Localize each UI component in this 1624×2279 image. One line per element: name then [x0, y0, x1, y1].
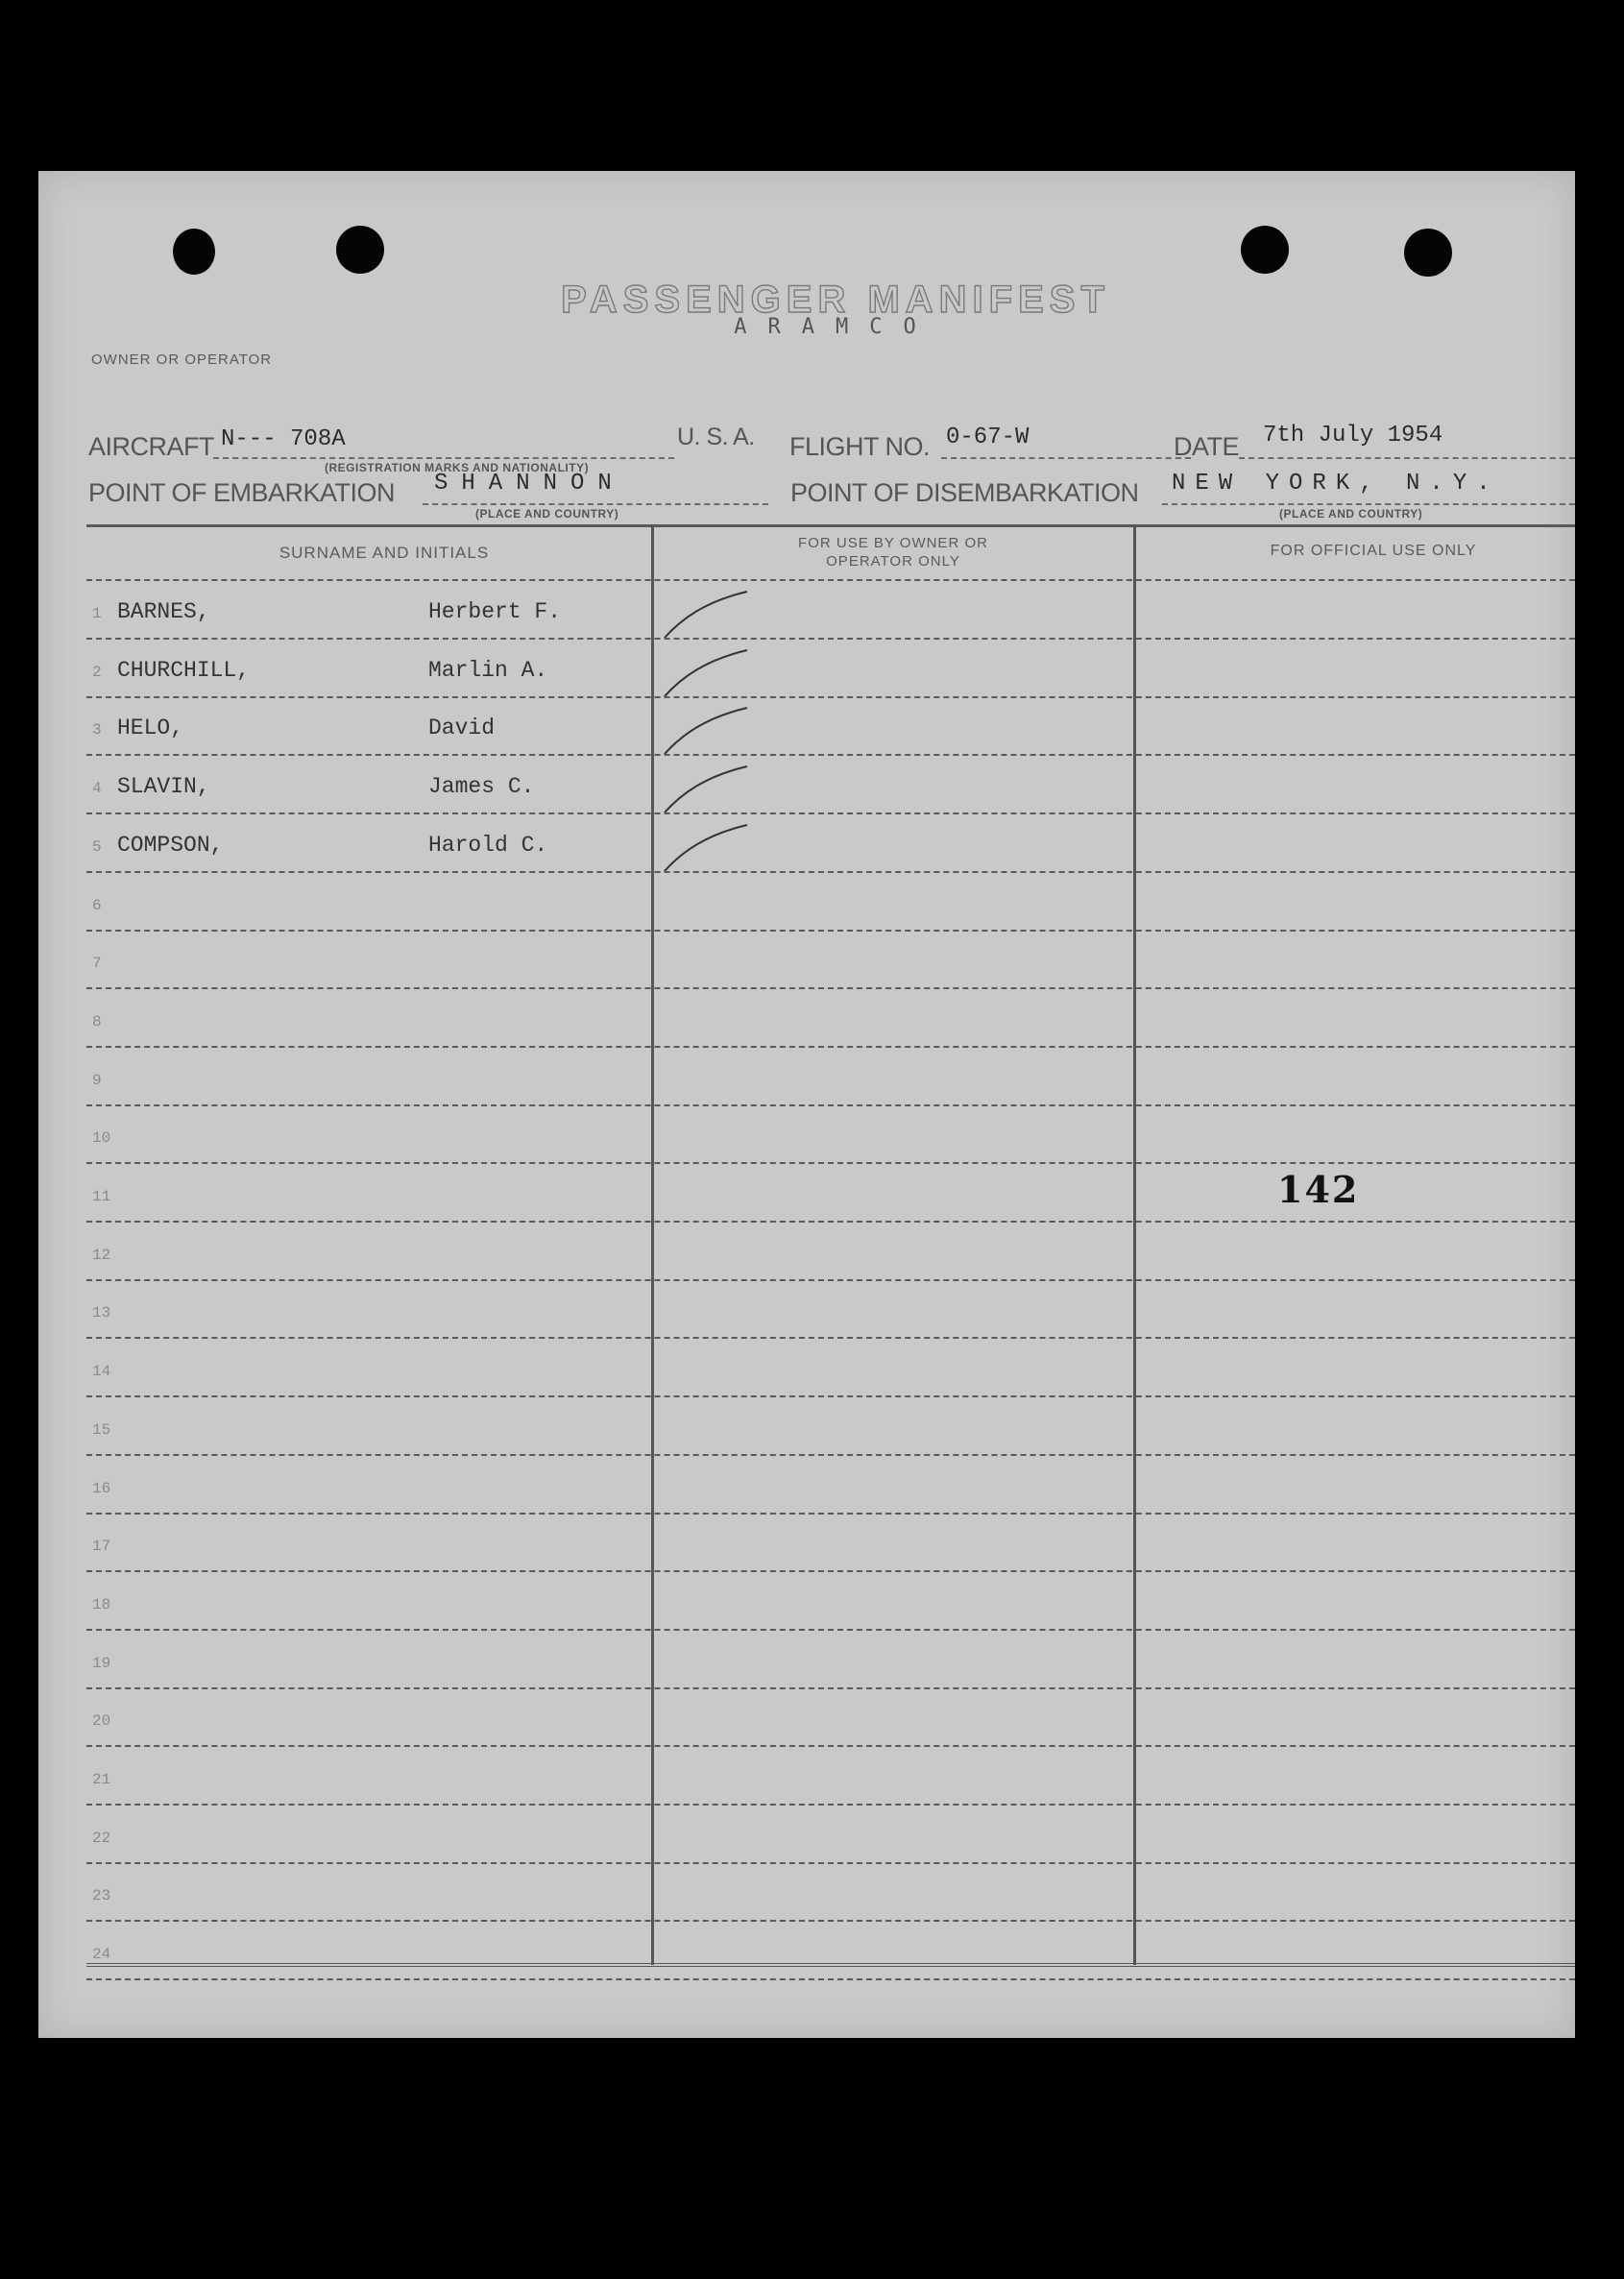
- punch-hole: [1404, 229, 1452, 277]
- table-row: [86, 1689, 1575, 1748]
- table-row: [86, 1457, 1575, 1515]
- row-rule: [86, 638, 1575, 640]
- row-number: 23: [92, 1887, 111, 1905]
- row-number: 9: [92, 1071, 102, 1089]
- table-row: [86, 874, 1575, 933]
- check-mark-icon: [663, 648, 749, 701]
- row-number: 20: [92, 1712, 111, 1731]
- manifest-sheet: [38, 171, 1575, 2038]
- row-number: 2: [92, 663, 102, 681]
- registration-caption: (REGISTRATION MARKS AND NATIONALITY): [325, 461, 590, 474]
- row-rule: [86, 1513, 1575, 1515]
- table-row: [86, 1106, 1575, 1165]
- table-bottom-rule: [86, 1963, 1575, 1967]
- table-row: [86, 815, 1575, 874]
- aircraft-line: [213, 457, 674, 459]
- table-row: [86, 1806, 1575, 1865]
- row-number: 1: [92, 605, 102, 622]
- row-rule: [86, 1279, 1575, 1281]
- punch-hole: [336, 226, 384, 274]
- row-number: 5: [92, 837, 102, 856]
- passenger-given-name: James C.: [428, 774, 535, 800]
- date-value: 7th July 1954: [1263, 423, 1443, 449]
- passenger-surname: COMPSON,: [117, 832, 224, 858]
- row-rule: [86, 1046, 1575, 1048]
- disembarkation-caption: (PLACE AND COUNTRY): [1279, 507, 1423, 521]
- check-mark-icon: [663, 823, 749, 876]
- punch-hole: [173, 229, 215, 275]
- punch-hole: [1241, 226, 1289, 274]
- disembarkation-label: POINT OF DISEMBARKATION: [790, 478, 1139, 507]
- row-rule: [86, 1629, 1575, 1631]
- aircraft-number: N--- 708A: [221, 426, 346, 452]
- passenger-given-name: Harold C.: [428, 832, 548, 858]
- row-number: 21: [92, 1771, 111, 1788]
- table-row: [86, 1049, 1575, 1107]
- row-number: 8: [92, 1012, 102, 1030]
- stamp-number: 142: [1277, 1168, 1360, 1211]
- row-number: 17: [92, 1538, 111, 1556]
- country-label: U. S. A.: [677, 424, 755, 450]
- row-number: 6: [92, 896, 102, 914]
- header-official-use: FOR OFFICIAL USE ONLY: [1270, 543, 1477, 559]
- header-bottom-rule: [86, 579, 1575, 581]
- owner-label: OWNER OR OPERATOR: [91, 352, 273, 368]
- embarkation-value: SHANNON: [434, 471, 625, 497]
- table-row: [86, 698, 1575, 757]
- table-row: [86, 1748, 1575, 1806]
- table-row: [86, 1515, 1575, 1573]
- disembarkation-line: [1162, 503, 1575, 505]
- row-rule: [86, 696, 1575, 698]
- row-rule: [86, 812, 1575, 814]
- table-row: [86, 990, 1575, 1049]
- row-number: 16: [92, 1479, 111, 1497]
- table-row: [86, 1398, 1575, 1457]
- embarkation-line: [423, 503, 768, 505]
- table-top-rule: [86, 524, 1575, 527]
- passenger-given-name: Marlin A.: [428, 657, 548, 683]
- table-row: [86, 1632, 1575, 1690]
- row-number: 12: [92, 1246, 111, 1264]
- passenger-given-name: David: [428, 715, 496, 741]
- row-rule: [86, 1454, 1575, 1456]
- check-mark-icon: [663, 706, 749, 759]
- row-number: 7: [92, 955, 102, 973]
- table-row: [86, 1923, 1575, 1981]
- row-rule: [86, 1804, 1575, 1806]
- row-rule: [86, 930, 1575, 932]
- flight-number: 0-67-W: [946, 424, 1030, 450]
- row-number: 15: [92, 1420, 111, 1439]
- row-rule: [86, 1745, 1575, 1747]
- row-rule: [86, 1162, 1575, 1164]
- table-row: [86, 1281, 1575, 1340]
- table-row: [86, 641, 1575, 699]
- table-row: [86, 1864, 1575, 1923]
- date-line: [1239, 457, 1575, 459]
- operator-name: ARAMCO: [734, 315, 937, 339]
- table-row: [86, 932, 1575, 990]
- flight-label: FLIGHT NO.: [789, 432, 931, 461]
- embarkation-label: POINT OF EMBARKATION: [88, 478, 396, 507]
- aircraft-label: AIRCRAFT: [88, 432, 214, 461]
- row-rule: [86, 1978, 1575, 1980]
- row-rule: [86, 987, 1575, 989]
- table-row: [86, 582, 1575, 641]
- table-row: [86, 757, 1575, 815]
- row-number: 22: [92, 1829, 111, 1847]
- passenger-surname: BARNES,: [117, 599, 210, 624]
- row-number: 3: [92, 721, 102, 739]
- row-number: 4: [92, 780, 102, 798]
- row-rule: [86, 871, 1575, 873]
- date-label: DATE: [1174, 432, 1240, 461]
- document-title: PASSENGER MANIFEST: [561, 279, 1110, 321]
- row-number: 13: [92, 1304, 111, 1322]
- passenger-surname: HELO,: [117, 715, 184, 741]
- row-number: 11: [92, 1188, 111, 1205]
- row-rule: [86, 1687, 1575, 1689]
- row-number: 10: [92, 1129, 111, 1148]
- row-rule: [86, 1570, 1575, 1572]
- row-rule: [86, 1862, 1575, 1864]
- flight-line: [941, 457, 1191, 459]
- passenger-surname: SLAVIN,: [117, 774, 210, 800]
- table-row: [86, 1573, 1575, 1632]
- row-rule: [86, 1337, 1575, 1339]
- passenger-surname: CHURCHILL,: [117, 657, 251, 683]
- row-rule: [86, 1221, 1575, 1223]
- row-number: 19: [92, 1654, 111, 1672]
- passenger-given-name: Herbert F.: [428, 599, 562, 624]
- table-row: [86, 1340, 1575, 1398]
- row-number: 18: [92, 1595, 111, 1613]
- row-rule: [86, 1104, 1575, 1106]
- row-rule: [86, 1920, 1575, 1922]
- header-surname: SURNAME AND INITIALS: [279, 544, 490, 562]
- check-mark-icon: [663, 590, 749, 642]
- row-rule: [86, 754, 1575, 756]
- row-rule: [86, 1395, 1575, 1397]
- row-number: 14: [92, 1363, 111, 1381]
- disembarkation-value: NEW YORK, N.Y.: [1172, 471, 1500, 497]
- header-owner-use: FOR USE BY OWNER OR OPERATOR ONLY: [798, 535, 988, 570]
- table-row: [86, 1224, 1575, 1282]
- check-mark-icon: [663, 764, 749, 817]
- embarkation-caption: (PLACE AND COUNTRY): [475, 507, 619, 521]
- row-number: 24: [92, 1946, 111, 1964]
